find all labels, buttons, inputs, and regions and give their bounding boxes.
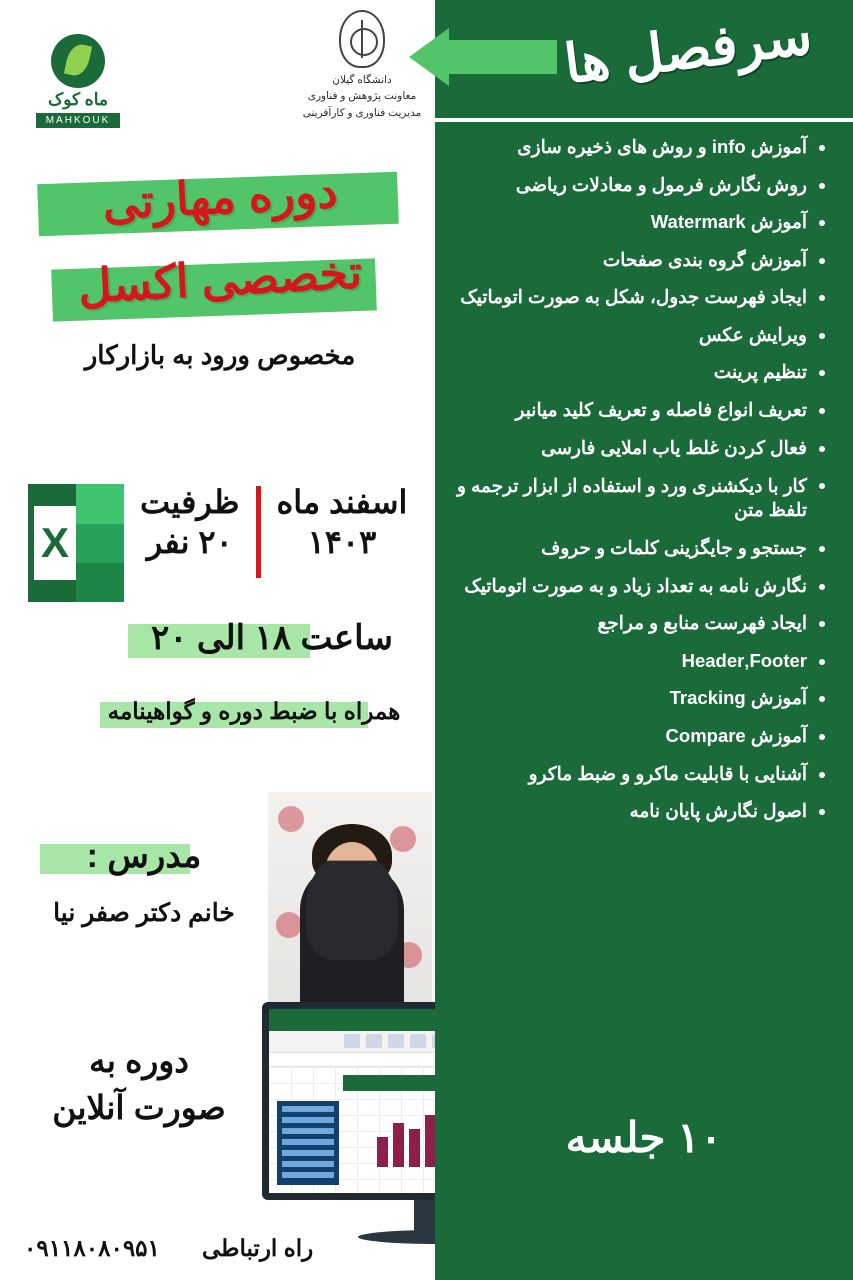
syllabus-panel — [435, 0, 853, 1280]
title-subtitle: مخصوص ورود به بازارکار — [84, 340, 356, 370]
contact-phone: ۰۹۱۱۸۰۸۰۹۵۱ — [24, 1235, 160, 1261]
online-note-line-1: دوره به — [89, 1042, 189, 1079]
capacity-label: ظرفیت — [140, 484, 240, 520]
list-item: اصول نگارش پایان نامه — [449, 800, 827, 823]
list-item: آموزش info و روش های ذخیره سازی — [449, 136, 827, 159]
online-note-line-2: صورت آنلاین — [52, 1088, 226, 1126]
list-item: آموزش Compare — [449, 725, 827, 748]
course-time — [116, 618, 428, 658]
university-emblem-icon — [339, 10, 385, 68]
list-item: آموزش Tracking — [449, 687, 827, 710]
sessions-count: ۱۰ جلسه — [565, 1114, 723, 1161]
list-item: تنظیم پرینت — [449, 361, 827, 384]
list-item: جستجو و جایگزینی کلمات و حروف — [449, 537, 827, 560]
course-info-box — [20, 466, 432, 784]
syllabus-header — [435, 0, 853, 118]
list-item: ایجاد فهرست جدول، شکل به صورت اتوماتیک — [449, 286, 827, 309]
contact-label: راه ارتباطی — [202, 1235, 314, 1261]
list-item: روش نگارش فرمول و معادلات ریاضی — [449, 174, 827, 197]
syllabus-list — [435, 136, 853, 838]
instructor-name: خانم دکتر صفر نیا — [53, 899, 235, 927]
leaf-icon — [51, 34, 105, 88]
list-item: کار با دیکشنری ورد و استفاده از ابزار ترجمه و تلفظ متن — [449, 474, 827, 522]
arrow-icon-head — [409, 28, 449, 86]
course-time-text: ساعت ۱۸ الی ۲۰ — [150, 619, 394, 657]
arrow-icon-body — [445, 40, 557, 74]
capacity-block — [140, 482, 240, 562]
list-item: ایجاد فهرست منابع و مراجع — [449, 612, 827, 635]
title-line-1: دوره مهارتی — [101, 164, 339, 230]
list-item: تعریف انواع فاصله و تعریف کلید میانبر — [449, 399, 827, 422]
mahkouk-logo-fa: ماه کوک — [47, 90, 108, 109]
list-item: Header‚Footer — [449, 650, 827, 673]
date-block — [277, 482, 408, 562]
list-item: فعال کردن غلط یاب املایی فارسی — [449, 437, 827, 460]
instructor-label — [22, 836, 266, 876]
list-item: آموزش گروه بندی صفحات — [449, 249, 827, 272]
list-item: نگارش نامه به تعداد زیاد و به صورت اتوماتیک — [449, 575, 827, 598]
mahkouk-logo-en: MAHKOUK — [36, 113, 121, 128]
university-logo — [300, 10, 424, 121]
course-record-note-text: همراه با ضبط دوره و گواهینامه — [107, 698, 401, 724]
header-divider — [435, 118, 853, 122]
mahkouk-logo — [22, 34, 134, 128]
list-item: آشنایی با قابلیت ماکرو و ضبط ماکرو — [449, 763, 827, 786]
university-line-3: مدیریت فناوری و کارآفرینی — [302, 106, 422, 119]
university-line-1: دانشگاه گیلان — [332, 74, 392, 86]
excel-icon-letter: X — [34, 506, 76, 580]
excel-icon — [28, 484, 124, 602]
capacity-value: ۲۰ نفر — [146, 524, 233, 560]
list-item: ویرایش عکس — [449, 324, 827, 347]
instructor-label-text: مدرس : — [86, 837, 202, 875]
university-line-2: معاونت پژوهش و فناوری — [307, 90, 417, 103]
course-record-note — [80, 698, 428, 725]
date-value: ۱۴۰۳ — [307, 524, 377, 560]
instructor-photo — [268, 792, 432, 1010]
date-label: اسفند ماه — [276, 484, 408, 520]
syllabus-heading: سرفصل ها — [561, 5, 816, 95]
red-separator — [256, 486, 261, 578]
online-note — [16, 1038, 262, 1132]
list-item: آموزش Watermark — [449, 211, 827, 234]
capacity-date-row — [140, 482, 426, 578]
title-line-2: تخصصی اکسل — [76, 245, 364, 313]
